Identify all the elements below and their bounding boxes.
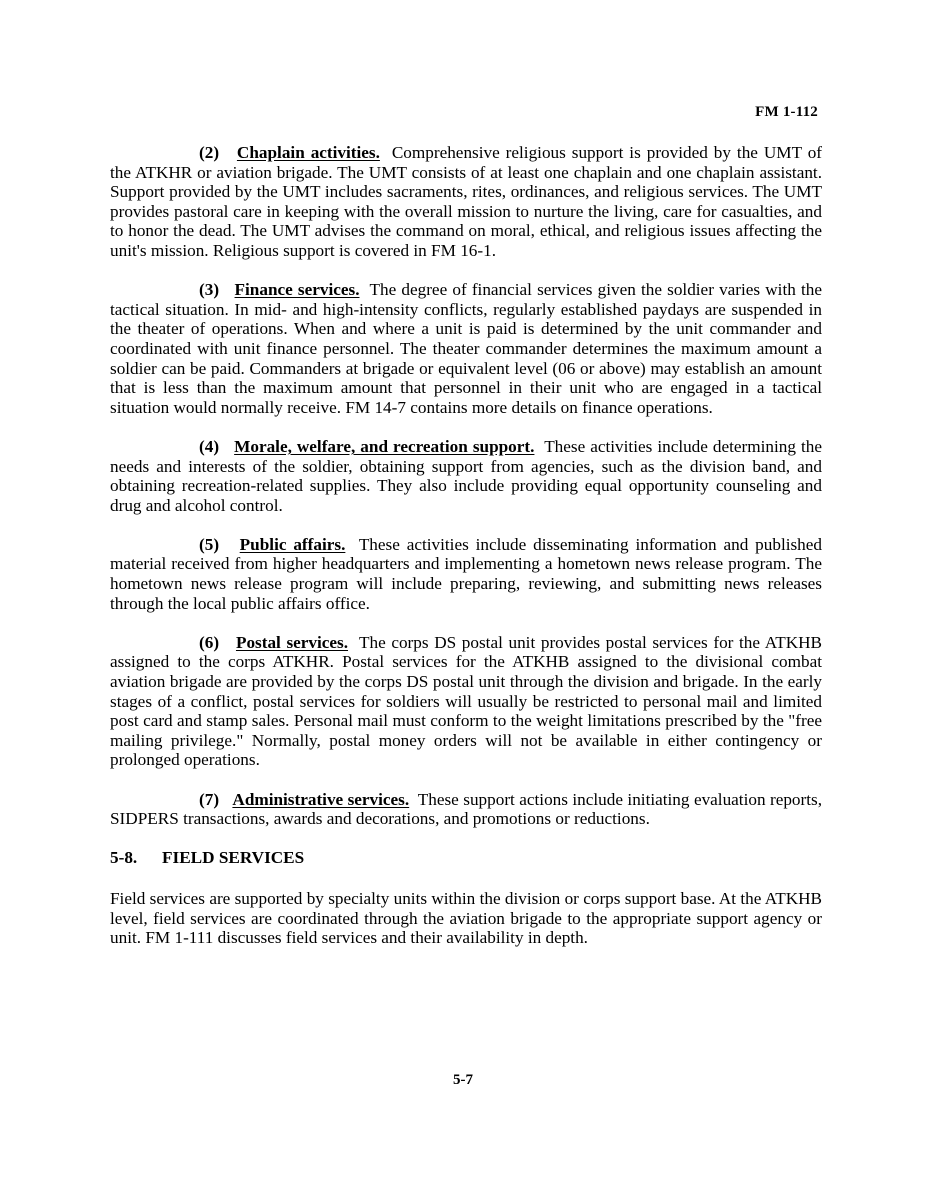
paragraph-text: The degree of financial services given the soldier varies with the tactical situation. In mid- and high-intensity conflicts, regularly established paydays are suspended in the theater of operations. When and where a unit is paid is determined by the unit commander and coordinated with unit finance personnel. The theater commander determines the maximum amount a soldier can be paid. Commanders at brigade or equivalent level (06 or above) may establish an amount that is less than the maximum amount that personnel in their unit who are engaged in a tactical situation would normally receive. FM 14-7 contains more details on finance operations. <box>110 280 822 417</box>
paragraph-number: (2) <box>199 143 220 162</box>
paragraph-finance-services <box>110 280 822 417</box>
paragraph-title: Morale, welfare, and recreation support. <box>234 436 535 456</box>
paragraph-postal-services <box>110 633 822 770</box>
page-number: 5-7 <box>453 1072 473 1088</box>
paragraph-chaplain-activities <box>110 143 822 261</box>
paragraph-text: Comprehensive religious support is provided by the UMT of the ATKHR or aviation brigade. The UMT consists of at least one chaplain and one chaplain assistant. Support provided by the UMT includes sacraments, rites, ordinances, and religious services. The UMT provides pastoral care in keeping with the overall mission to nurture the living, care for casualties, and to honor the dead. The UMT advises the command on moral, ethical, and religious issues affecting the unit's mission. Religious support is covered in FM 16-1. <box>110 143 823 260</box>
section-heading <box>110 848 822 868</box>
paragraph-title: Chaplain activities. <box>236 143 380 162</box>
paragraph-number: (5) <box>199 534 220 554</box>
paragraph-title: Postal services. <box>235 632 349 652</box>
paragraph-text: These activities include disseminating information and published material received from higher headquarters and implementing a hometown news release program. The hometown news release program will include preparing, reviewing, and submitting news releases through the local public affairs office. <box>110 534 822 613</box>
paragraph-number: (6) <box>199 632 220 652</box>
paragraph-text: These support actions include initiating evaluation reports, SIDPERS transactions, awards and decorations, and promotions or reductions. <box>110 789 823 829</box>
paragraph-text: These activities include determining the needs and interests of the soldier, obtaining support from agencies, such as the division band, and obtaining recreation-related supplies. They also include providing equal opportunity counseling and drug and alcohol control. <box>110 436 823 515</box>
document-id-header: FM 1-112 <box>755 104 818 120</box>
paragraph-number: (3) <box>199 280 220 300</box>
page-body <box>110 143 822 967</box>
section-title: FIELD SERVICES <box>162 848 305 868</box>
paragraph-title: Administrative services. <box>232 789 410 809</box>
section-number: 5-8. <box>110 848 138 868</box>
section-body-paragraph: Field services are supported by specialty units within the division or corps support base. At the ATKHB level, field services are coordinated through the aviation brigade to the appropriate support agency or unit. FM 1-111 discusses field services and their availability in depth. <box>110 888 822 948</box>
paragraph-number: (7) <box>199 789 220 809</box>
paragraph-morale-welfare-recreation <box>110 437 822 515</box>
paragraph-title: Public affairs. <box>239 534 346 554</box>
paragraph-public-affairs <box>110 535 822 613</box>
paragraph-text: The corps DS postal unit provides postal services for the ATKHB assigned to the corps ATKHR. Postal services for the ATKHB assigned to the divisional combat aviation brigade are provided by the corps DS postal unit through the division and brigade. In the early stages of a conflict, postal services for soldiers will usually be restricted to personal mail and limited post card and stamp sales. Personal mail must conform to the weight limitations prescribed by the "free mailing privilege." Normally, postal money orders will not be available in either contingency or prolonged operations. <box>110 632 823 770</box>
paragraph-administrative-services <box>110 790 822 829</box>
paragraph-number: (4) <box>199 436 220 456</box>
paragraph-title: Finance services. <box>234 280 360 300</box>
